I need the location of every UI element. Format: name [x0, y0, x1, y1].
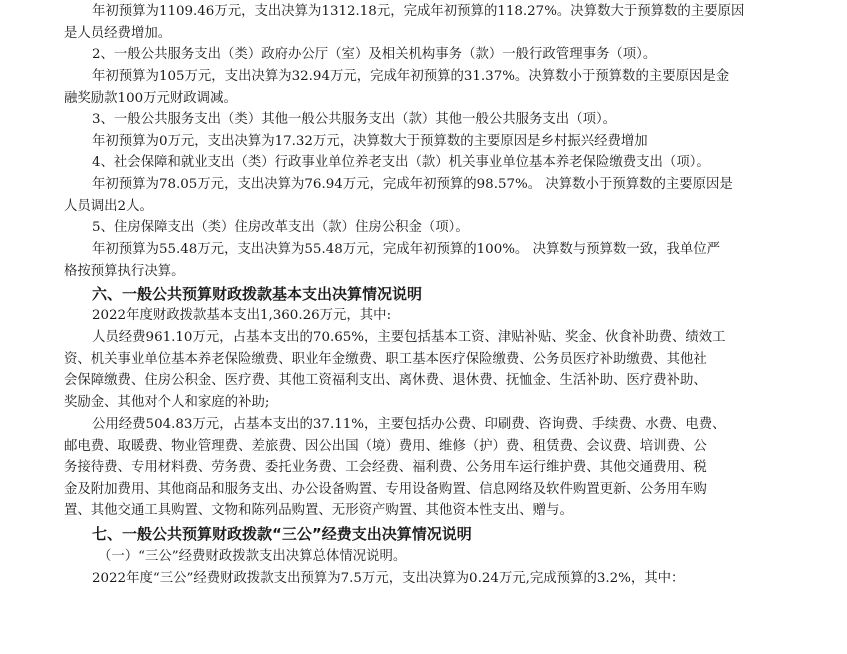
- item-heading-3: [92, 109, 802, 131]
- paragraph-basic-total: [92, 305, 802, 327]
- text-line: 会保障缴费、住房公积金、医疗费、其他工资福利支出、离休费、退休费、抚恤金、生活补助、医疗费补助、: [64, 373, 707, 388]
- text-line: 置、其他交通工具购置、文物和陈列品购置、无形资产购置、其他资本性支出、赠与。: [64, 503, 573, 518]
- text-line: 务接待费、专用材料费、劳务费、委托业务费、工会经费、福利费、公务用车运行维护费、其他交通费用、税: [64, 460, 707, 475]
- text-line: 2022年度“三公”经费财政拨款支出预算为7.5万元，支出决算为0.24万元,完成预算的3.2%，其中：: [92, 571, 685, 586]
- text-line: 是人员经费增加。: [64, 25, 172, 41]
- paragraph-budget-1: [64, 1, 802, 44]
- text-line: 奖励金、其他对个人和家庭的补助;: [64, 394, 270, 410]
- text-line: 年初预算为78.05万元，支出决算为76.94万元，完成年初预算的98.57%。 决算数小于预算数的主要原因是: [92, 177, 733, 192]
- item-heading-5: [92, 217, 802, 239]
- text-line: 4、社会保障和就业支出（类）行政事业单位养老支出（款）机关事业单位基本养老保险缴费支出（项）。: [92, 155, 710, 170]
- text-line: 资、机关事业单位基本养老保险缴费、职业年金缴费、职工基本医疗保险缴费、公务员医疗补助缴费、其他社: [64, 351, 707, 367]
- paragraph-budget-4: [64, 174, 802, 217]
- text-line: 人员经费961.10万元，占基本支出的70.65%，主要包括基本工资、津贴补贴、奖金、伙食补助费、绩效工: [92, 330, 726, 345]
- section-heading-6: 六、一般公共预算财政拨款基本支出决算情况说明: [92, 285, 423, 303]
- text-line: 融奖励款100万元财政调减。: [64, 90, 237, 106]
- text-line: 年初预算为1109.46万元，支出决算为1312.18元，完成年初预算的118.27%。决算数大于预算数的主要原因: [92, 4, 745, 19]
- text-line: 5、住房保障支出（类）住房改革支出（款）住房公积金（项）。: [92, 220, 469, 235]
- section-heading-7: 七、一般公共预算财政拨款“三公”经费支出决算情况说明: [92, 525, 472, 543]
- paragraph-budget-2: [64, 66, 802, 109]
- text-line: 2、一般公共服务支出（类）政府办公厅（室）及相关机构事务（款）一般行政管理事务（项）。: [92, 47, 657, 62]
- paragraph-budget-5: [64, 239, 802, 282]
- text-line: 2022年度财政拨款基本支出1,360.26万元，其中:: [92, 308, 392, 323]
- paragraph-three-public-total: [92, 568, 802, 590]
- text-line: 3、一般公共服务支出（类）其他一般公共服务支出（款）其他一般公共服务支出（项）。: [92, 112, 617, 127]
- item-heading-4: [92, 152, 802, 174]
- paragraph-budget-3: [92, 131, 802, 153]
- subsection-heading-1: [98, 546, 808, 568]
- text-line: 年初预算为105万元，支出决算为32.94万元，完成年初预算的31.37%。决算数小于预算数的主要原因是金: [92, 69, 730, 84]
- paragraph-public-expenses: [64, 414, 802, 522]
- item-heading-2: [92, 44, 802, 66]
- text-line: （一）“三公”经费财政拨款支出决算总体情况说明。: [98, 549, 407, 564]
- text-line: 年初预算为0万元，支出决算为17.32万元，决算数大于预算数的主要原因是乡村振兴经费增加: [92, 134, 648, 149]
- text-line: 人员调出2人。: [64, 198, 153, 214]
- text-line: 金及附加费用、其他商品和服务支出、办公设备购置、专用设备购置、信息网络及软件购置更新、公务用车购: [64, 481, 707, 497]
- text-line: 邮电费、取暖费、物业管理费、差旅费、因公出国（境）费用、维修（护）费、租赁费、会议费、培训费、公: [64, 438, 707, 454]
- text-line: 格按预算执行决算。: [64, 263, 185, 279]
- paragraph-personnel-expenses: [64, 327, 802, 413]
- text-line: 年初预算为55.48万元，支出决算为55.48万元，完成年初预算的100%。 决算数与预算数一致，我单位严: [92, 242, 721, 257]
- text-line: 公用经费504.83万元，占基本支出的37.11%，主要包括办公费、印刷费、咨询费、手续费、水费、电费、: [92, 417, 726, 432]
